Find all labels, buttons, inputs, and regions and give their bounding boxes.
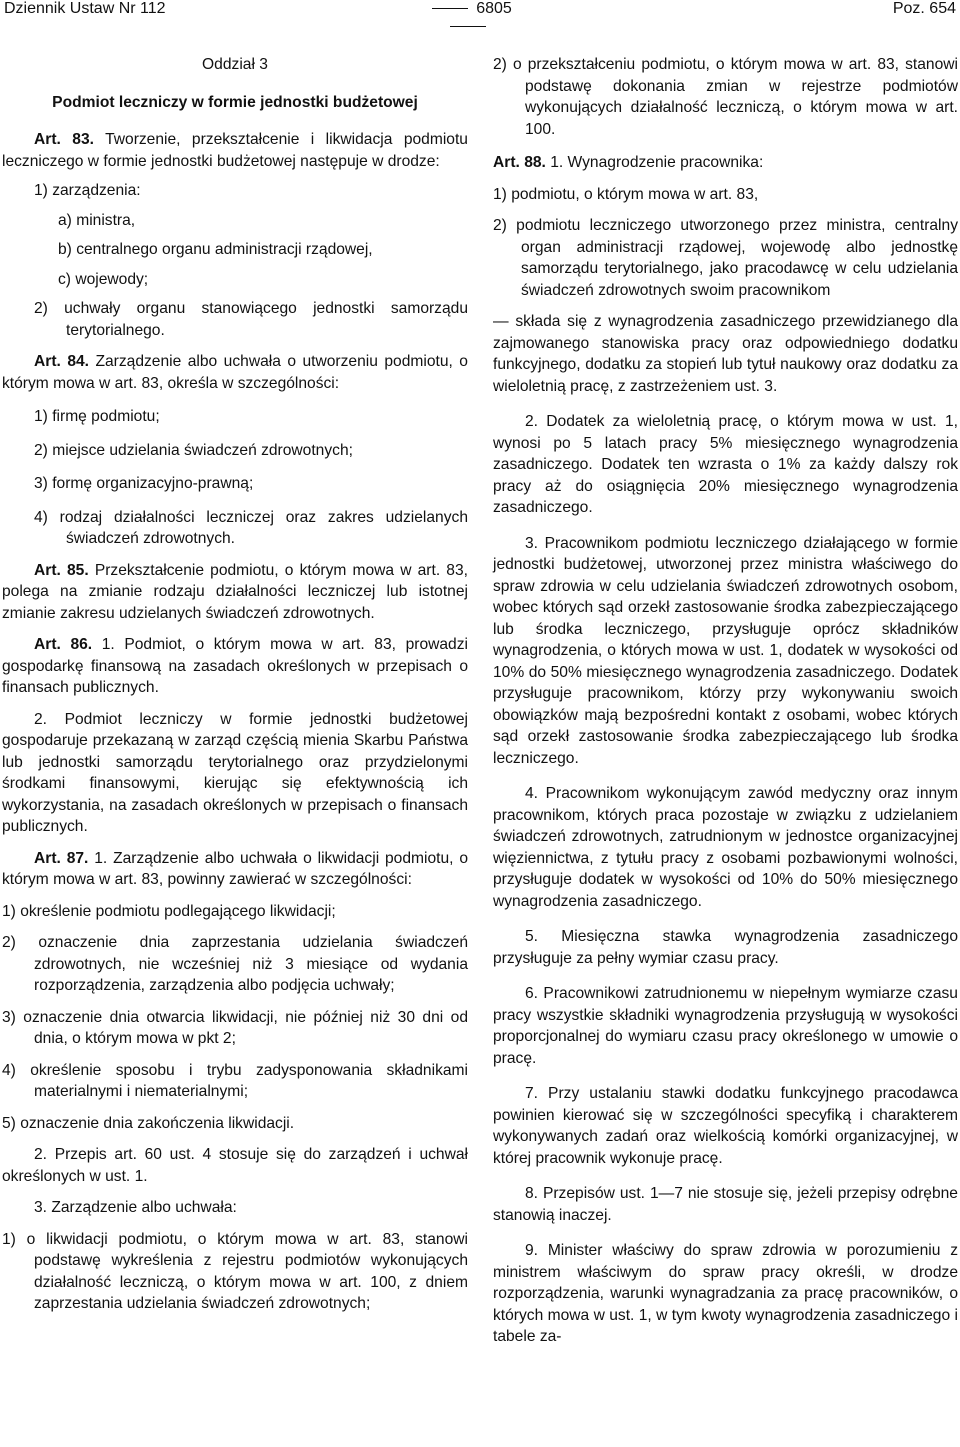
article-87-p3: 3. Zarządzenie albo uchwała: bbox=[34, 1199, 237, 1216]
article-88-p1: 1. Wynagrodzenie pracownika: bbox=[550, 154, 764, 171]
article-88-p4: 4. Pracownikom wykonującym zawód medyczny oraz innym pracownikom, których praca pozostaje w związku z udzielaniem świadczeń zdrowotnych, zatrudnionym w jednostce organizacyjnej więziennictwa, z tytułu pracy z osobami pozbawionymi wolności, przysługuje dodatek w wysokości od 10% do 50% miesięcznego wynagrodzenia zasadniczego. bbox=[493, 785, 958, 910]
list-item: a) ministra, bbox=[58, 211, 136, 229]
left-column bbox=[2, 48, 468, 1315]
article-87-label: Art. 87. bbox=[34, 849, 89, 867]
article-86-label: Art. 86. bbox=[34, 636, 93, 653]
article-85 bbox=[2, 560, 468, 625]
article-88-p5: 5. Miesięczna stawka wynagrodzenia zasadniczego przysługuje za pełny wymiar czasu pracy. bbox=[493, 928, 958, 967]
list-item: 1) określenie podmiotu podlegającego likwidacji; bbox=[2, 902, 336, 920]
article-83-text: Tworzenie, przekształcenie i likwidacja podmiotu leczniczego w formie jednostki budżetowej następuje w drodze: bbox=[2, 131, 468, 170]
article-88-p9: 9. Minister właściwy do spraw zdrowia w porozumieniu z ministrem właściwym do spraw pracy określi, w drodze rozporządzenia, warunki wynagradzania za pracę pracowników, o których mowa w ust. 1, w tym kwoty wynagrodzenia zasadniczego i tabele za- bbox=[493, 1242, 958, 1345]
article-86-p1: 1. Podmiot, o którym mowa w art. 83, prowadzi gospodarkę finansową na zasadach określonych w przepisach o finansach publicznych. bbox=[2, 636, 468, 696]
list-item: 3) formę organizacyjno-prawną; bbox=[34, 475, 254, 492]
page-number bbox=[408, 0, 528, 36]
section-subtitle: Podmiot leczniczy w formie jednostki budżetowej bbox=[52, 93, 418, 111]
journal-title: Dziennik Ustaw Nr 112 bbox=[4, 0, 166, 17]
article-85-text: Przekształcenie podmiotu, o którym mowa w art. 83, polega na zmianie rodzaju działalności leczniczej lub istotnej zmianie zakresu udzielanych świadczeń zdrowotnych. bbox=[2, 561, 468, 622]
right-column bbox=[493, 48, 958, 1348]
article-84-label: Art. 84. bbox=[34, 353, 89, 370]
list-item: 1) podmiotu, o którym mowa w art. 83, bbox=[493, 185, 759, 203]
list-item: 5) oznaczenie dnia zakończenia likwidacji. bbox=[2, 1114, 295, 1132]
list-item: 3) oznaczenie dnia otwarcia likwidacji, nie później niż 30 dni od dnia, o którym mowa w pkt 2; bbox=[2, 1008, 468, 1047]
list-item: 2) podmiotu leczniczego utworzonego przez ministra, centralny organ administracji rządowej, wojewodę albo jednostkę samorządu terytorialnego, jako pracodawcę w celu udzielania świadczeń zdrowotnych swoim pracownikom bbox=[493, 217, 958, 299]
article-88-label: Art. 88. bbox=[493, 154, 546, 171]
section-title: Oddział 3 bbox=[202, 56, 268, 73]
article-83-label: Art. 83. bbox=[34, 131, 94, 148]
article-86-p2: 2. Podmiot leczniczy w formie jednostki budżetowej gospodaruje przekazaną w zarząd częścią mienia Skarbu Państwa lub jednostki samorządu terytorialnego oraz przydzielonymi środkami finansowymi, kierując się efektywnością ich wykorzystania, na zasadach określonych w przepisach o finansach publicznych. bbox=[2, 710, 468, 835]
article-88-p3: 3. Pracownikom podmiotu leczniczego działającego w formie jednostki budżetowej, utworzonej przez ministra właściwego do spraw zdrowia w celu udzielania świadczeń zdrowotnych osobom, wobec których sąd orzekł zastosowanie środka zabezpieczającego lub środka leczniczego, przysługuje oprócz składników wynagrodzenia, o których mowa w ust. 1, dodatek w wysokości od 10% do 50% miesięcznego wynagrodzenia zasadniczego. Dodatek przysługuje pracownikom, którzy przy wykonywaniu swoich obowiązków mają bezpośredni kontakt z osobami, wobec których sąd orzekł zastosowanie środka zabezpieczającego lub środka leczniczego. bbox=[493, 534, 958, 767]
article-88-dash-clause: — składa się z wynagrodzenia zasadniczego przewidzianego dla zajmowanego stanowiska pracy oraz odpowiedniego dodatku funkcyjnego, dodatku za stopień lub tytuł naukowy oraz dodatku za wieloletnią pracę, z zastrzeżeniem ust. 3. bbox=[493, 313, 958, 395]
article-88-p7: 7. Przy ustalaniu stawki dodatku funkcyjnego pracodawca powinien kierować się w szczególności specyfiką i charakterem wykonywanych zadań oraz wielkością komórki organizacyjnej, w której pracownik wykonuje pracę. bbox=[493, 1085, 958, 1167]
article-87-p2: 2. Przepis art. 60 ust. 4 stosuje się do zarządzeń i uchwał określonych w ust. 1. bbox=[2, 1146, 468, 1185]
list-item: 1) firmę podmiotu; bbox=[34, 408, 160, 425]
article-85-label: Art. 85. bbox=[34, 561, 89, 579]
article-86 bbox=[2, 634, 468, 699]
page-number-text: 6805 bbox=[476, 0, 512, 17]
list-item: 1) zarządzenia: bbox=[34, 182, 141, 199]
article-84-text: Zarządzenie albo uchwała o utworzeniu podmiotu, o którym mowa w art. 83, określa w szczególności: bbox=[2, 353, 468, 392]
page-header bbox=[0, 0, 960, 24]
article-88-p8: 8. Przepisów ust. 1—7 nie stosuje się, jeżeli przepisy odrębne stanowią inaczej. bbox=[493, 1185, 958, 1224]
article-88-p6: 6. Pracownikowi zatrudnionemu w niepełnym wymiarze czasu pracy wszystkie składniki wynagrodzenia przysługują w wysokości proporcjonalnej do wymiaru czasu pracy określonego w umowie o pracę. bbox=[493, 985, 958, 1067]
article-83 bbox=[2, 129, 468, 172]
list-item: 1) o likwidacji podmiotu, o którym mowa w art. 83, stanowi podstawę wykreślenia z rejestru podmiotów wykonujących działalność leczniczą, o którym mowa w art. 100, z dniem zaprzestania udzielania świadczeń zdrowotnych; bbox=[2, 1230, 468, 1312]
list-item: 2) uchwały organu stanowiącego jednostki samorządu terytorialnego. bbox=[34, 300, 468, 339]
article-87-p1: 1. Zarządzenie albo uchwała o likwidacji podmiotu, o którym mowa w art. 83, powinny zawierać w szczególności: bbox=[2, 849, 468, 888]
list-item: 2) oznaczenie dnia zaprzestania udzielania świadczeń zdrowotnych, nie wcześniej niż 3 miesiące od wydania rozporządzenia, zarządzenia albo podjęcia uchwały; bbox=[2, 934, 468, 994]
dash-right bbox=[450, 26, 486, 27]
dash-left bbox=[432, 8, 468, 9]
list-item: 4) rodzaj działalności leczniczej oraz zakres udzielanych świadczeń zdrowotnych. bbox=[34, 508, 468, 547]
list-item: 4) określenie sposobu i trybu zadysponowania składnikami materialnymi i niematerialnymi; bbox=[2, 1061, 468, 1100]
list-item: b) centralnego organu administracji rządowej, bbox=[58, 241, 373, 258]
article-88 bbox=[493, 152, 958, 174]
list-item: 2) miejsce udzielania świadczeń zdrowotnych; bbox=[34, 441, 353, 459]
article-87 bbox=[2, 848, 468, 891]
position-label: Poz. 654 bbox=[892, 0, 956, 17]
article-88-p2: 2. Dodatek za wieloletnią pracę, o którym mowa w ust. 1, wynosi po 5 latach pracy 5% miesięcznego wynagrodzenia zasadniczego. Dodatek ten wzrasta o 1% za każdy dalszy rok pracy aż do osiągnięcia 20% miesięcznego wynagrodzenia zasadniczego. bbox=[493, 413, 958, 516]
list-item: 2) o przekształceniu podmiotu, o którym mowa w art. 83, stanowi podstawę dokonania zmian w rejestrze podmiotów wykonujących działalność leczniczą, o którym mowa w art. 100. bbox=[493, 56, 958, 138]
article-84 bbox=[2, 351, 468, 394]
list-item: c) wojewody; bbox=[58, 270, 149, 288]
